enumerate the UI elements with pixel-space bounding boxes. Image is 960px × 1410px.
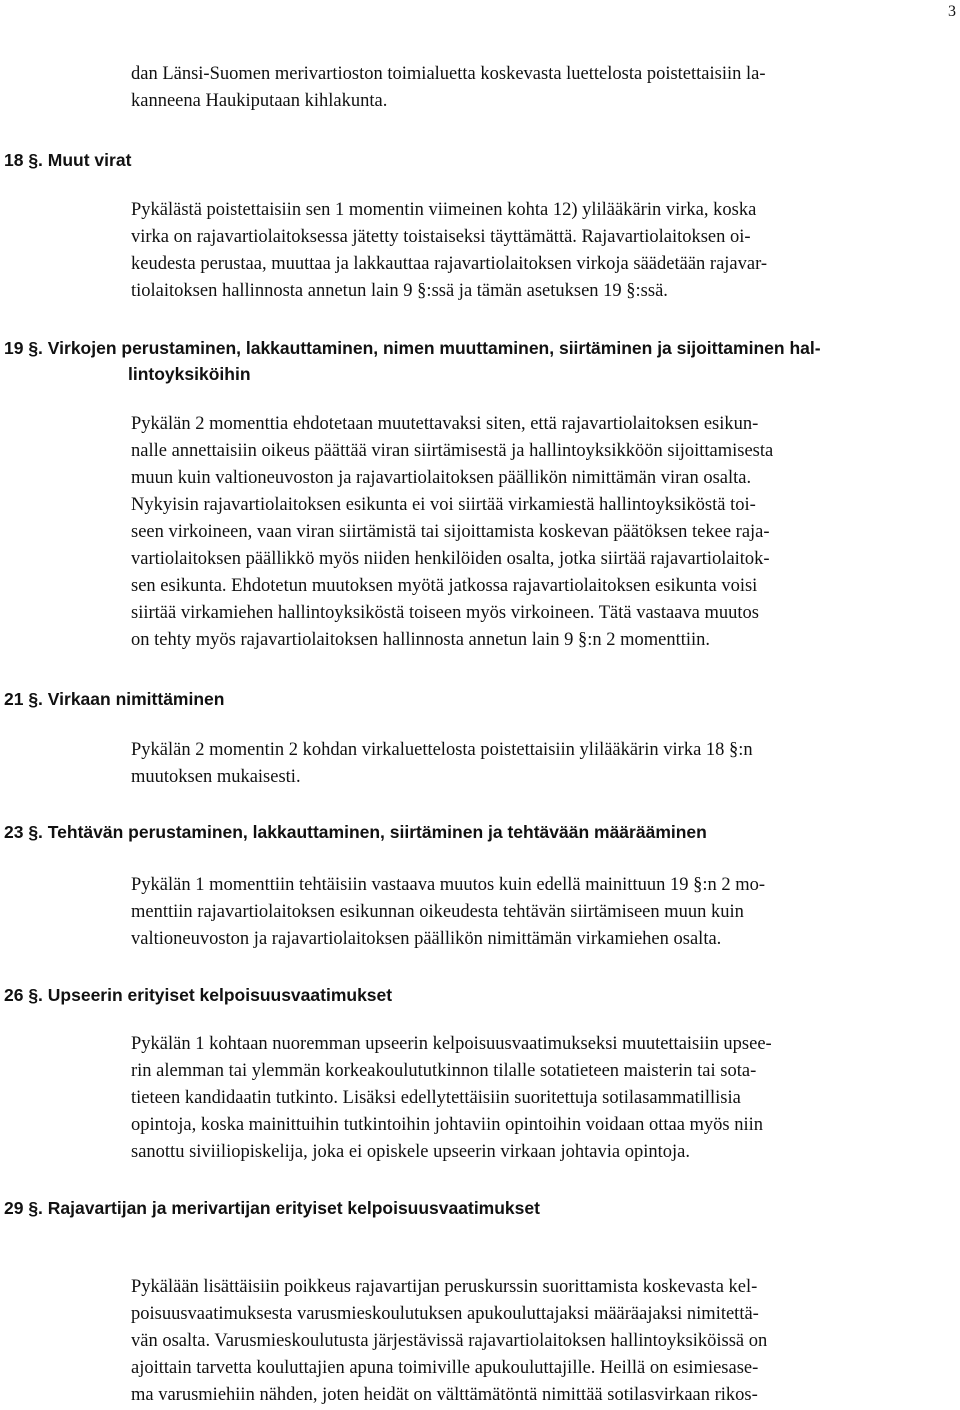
paragraph-line: Pykälään lisättäisiin poikkeus rajavartijan peruskurssin suorittamista koskevasta kel- <box>131 1277 758 1297</box>
section-heading-19 <box>4 335 821 387</box>
paragraph-line: menttiin rajavartiolaitoksen esikunnan oikeudesta tehtävän siirtämiseen muun kuin <box>131 902 744 922</box>
paragraph-line: Pykälän 2 momentin 2 kohdan virkaluettelosta poistettaisiin ylilääkärin virka 18 §:n <box>131 740 753 760</box>
paragraph-line: ajoittain tarvetta kouluttajien apuna toimiville apukouluttajille. Heillä on esimiesase- <box>131 1358 759 1378</box>
paragraph-line: dan Länsi-Suomen merivartioston toimialuetta koskevasta luettelosta poistettaisiin la- <box>131 64 766 84</box>
paragraph-line: kanneena Haukiputaan kihlakunta. <box>131 91 388 111</box>
section-paragraph-21 <box>131 737 957 791</box>
paragraph-line: valtioneuvoston ja rajavartiolaitoksen päällikön nimittämän virkamiehen osalta. <box>131 929 722 949</box>
paragraph-line: Pykälän 1 kohtaan nuoremman upseerin kelpoisuusvaatimukseksi muutettaisiin upsee- <box>131 1034 772 1054</box>
paragraph-line: siirtää virkamiehen hallintoyksiköstä toiseen myös virkoineen. Tätä vastaava muutos <box>131 603 759 623</box>
paragraph-line: vän osalta. Varusmieskoulutusta järjestävissä rajavartiolaitoksen hallintoyksiköissä on <box>131 1331 768 1351</box>
section-paragraph-23 <box>131 872 957 953</box>
section-heading-26 <box>4 982 392 1008</box>
heading-line: 29 §. Rajavartijan ja merivartijan erityiset kelpoisuusvaatimukset <box>4 1198 540 1218</box>
paragraph-line: Pykälästä poistettaisiin sen 1 momentin viimeinen kohta 12) ylilääkärin virka, koska <box>131 200 757 220</box>
paragraph-line: ma varusmiehiin nähden, joten heidät on välttämätöntä nimittää sotilasvirkaan rikos- <box>131 1385 758 1405</box>
paragraph-line: rin alemman tai ylemmän korkeakoulututkinnon tilalle sotatieteen maisterin tai sota- <box>131 1061 757 1081</box>
section-paragraph-26 <box>131 1031 957 1166</box>
paragraph-line: nalle annettaisiin oikeus päättää viran siirtämisestä ja hallintoyksikköön sijoittamisesta <box>131 441 774 461</box>
section-paragraph-29 <box>131 1274 957 1409</box>
paragraph-line: vartiolaitoksen päällikkö myös niiden henkilöiden osalta, jotka siirtää rajavartiolaitok- <box>131 549 770 569</box>
heading-line: 26 §. Upseerin erityiset kelpoisuusvaatimukset <box>4 985 393 1005</box>
paragraph-line: tiolaitoksen hallinnosta annetun lain 9 §:ssä ja tämän asetuksen 19 §:ssä. <box>131 281 668 301</box>
section-paragraph-18 <box>131 197 957 305</box>
paragraph-line: poisuusvaatimuksesta varusmieskoulutuksen apukouluttajaksi määräajaksi nimitettä- <box>131 1304 759 1324</box>
section-heading-21 <box>4 686 224 712</box>
paragraph-line: muutoksen mukaisesti. <box>131 767 301 787</box>
section-heading-23 <box>4 819 707 845</box>
section-paragraph-19 <box>131 411 957 654</box>
heading-line: 21 §. Virkaan nimittäminen <box>4 689 225 709</box>
paragraph-line: on tehty myös rajavartiolaitoksen hallinnosta annetun lain 9 §:n 2 momenttiin. <box>131 630 711 650</box>
section-heading-18 <box>4 147 131 173</box>
heading-line: 23 §. Tehtävän perustaminen, lakkauttaminen, siirtäminen ja tehtävään määrääminen <box>4 822 707 842</box>
page-number: 3 <box>948 3 956 20</box>
paragraph-line: sen esikunta. Ehdotetun muutoksen myötä jatkossa rajavartiolaitoksen esikunta voisi <box>131 576 758 596</box>
paragraph-line: sanottu siviiliopiskelija, joka ei opiskele upseerin virkaan johtavia opintoja. <box>131 1142 690 1162</box>
intro-paragraph <box>131 61 957 115</box>
paragraph-line: tieteen kandidaatin tutkinto. Lisäksi edellytettäisiin suoritettuja sotilasammatillisia <box>131 1088 741 1108</box>
heading-line: 19 §. Virkojen perustaminen, lakkauttaminen, nimen muuttaminen, siirtäminen ja sijoittaminen hal- <box>4 338 821 358</box>
paragraph-line: Pykälän 1 momenttiin tehtäisiin vastaava muutos kuin edellä mainittuun 19 §:n 2 mo- <box>131 875 766 895</box>
paragraph-line: Nykyisin rajavartiolaitoksen esikunta ei voi siirtää virkamiestä hallintoyksiköstä toi- <box>131 495 756 515</box>
paragraph-line: opintoja, koska mainittuihin tutkintoihin johtaviin opintoihin voidaan ottaa myös niin <box>131 1115 764 1135</box>
heading-line: 18 §. Muut virat <box>4 150 132 170</box>
heading-line: lintoyksiköihin <box>128 364 251 384</box>
paragraph-line: Pykälän 2 momenttia ehdotetaan muutettavaksi siten, että rajavartiolaitoksen esikun- <box>131 414 759 434</box>
paragraph-line: keudesta perustaa, muuttaa ja lakkauttaa rajavartiolaitoksen virkoja säädetään rajavar- <box>131 254 768 274</box>
paragraph-line: muun kuin valtioneuvoston ja rajavartiolaitoksen päällikön nimittämän viran osalta. <box>131 468 752 488</box>
paragraph-line: seen virkoineen, vaan viran siirtämistä tai sijoittamista koskevan päätöksen tekee raja- <box>131 522 770 542</box>
section-heading-29 <box>4 1195 540 1221</box>
paragraph-line: virka on rajavartiolaitoksessa jätetty toistaiseksi täyttämättä. Rajavartiolaitoksen oi- <box>131 227 751 247</box>
